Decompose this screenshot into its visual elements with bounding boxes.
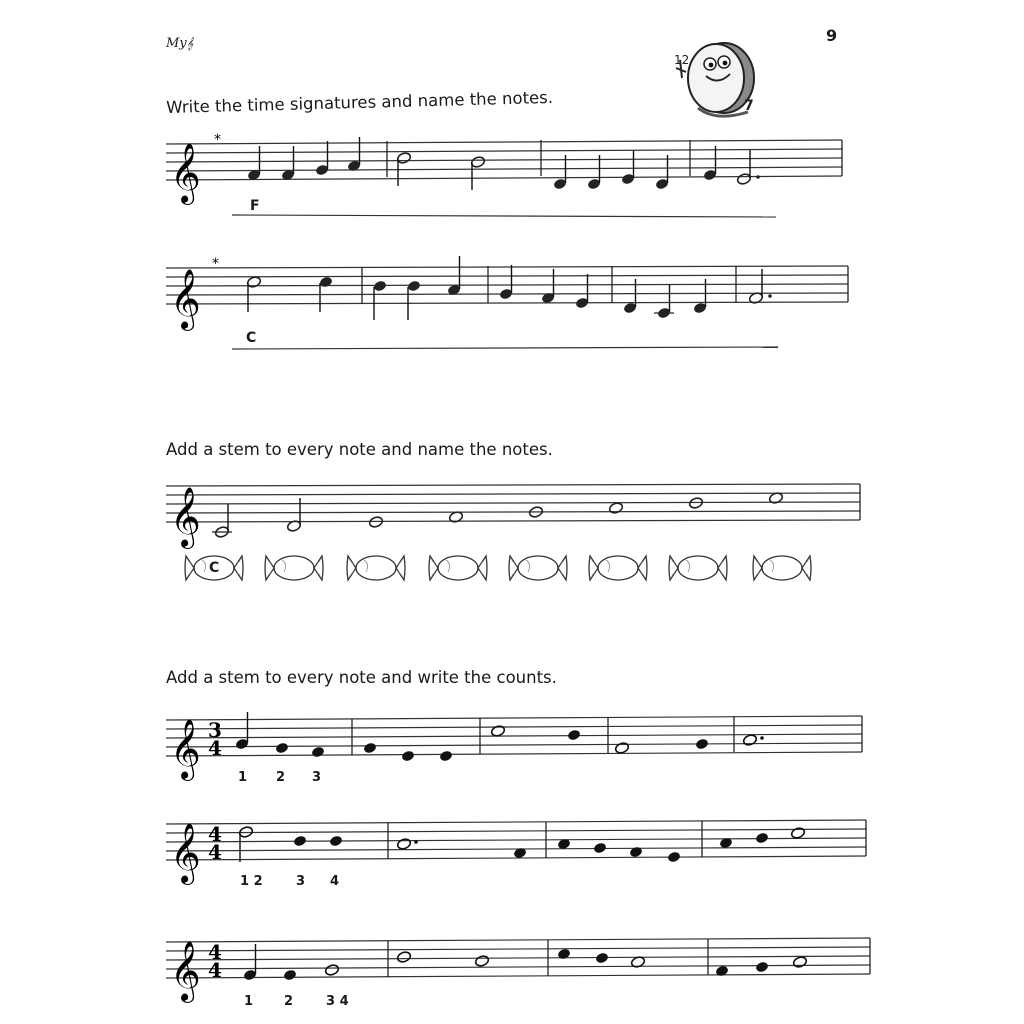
page-number: 9: [826, 26, 838, 45]
note: [790, 827, 805, 840]
note: [293, 835, 307, 848]
note: [243, 944, 257, 981]
note: [363, 742, 377, 755]
note: [311, 746, 325, 759]
section3-heading: Add a stem to every note and write the counts.: [166, 668, 557, 687]
note: [275, 742, 289, 755]
treble-clef-icon: 𝄞: [170, 487, 201, 547]
staff-line-3: [166, 476, 862, 546]
time-signature-bottom: 4: [208, 736, 222, 760]
count-label: 1: [244, 994, 254, 1009]
treble-clef-icon: 𝄞: [170, 941, 201, 1001]
time-signature-bottom: 4: [208, 958, 222, 982]
note: [593, 842, 607, 855]
staff-lines: [166, 716, 862, 756]
note: [396, 152, 411, 186]
note: [401, 750, 415, 763]
time-signature-top: 4: [208, 940, 222, 964]
candy-icon[interactable]: [347, 556, 405, 580]
note: [667, 851, 681, 864]
staff-line-4: [166, 706, 866, 778]
staff-lines: [166, 140, 842, 180]
time-signature-top: 3: [208, 718, 222, 742]
candy-row: [184, 550, 824, 586]
note: [655, 155, 669, 190]
note: [614, 742, 629, 755]
asterisk: *: [212, 256, 219, 272]
candy-icon[interactable]: [509, 556, 567, 580]
note: [792, 956, 807, 969]
brand-logo: My𝄞: [166, 36, 194, 51]
note: [499, 265, 513, 300]
note: [474, 955, 489, 968]
staff-lines: [166, 938, 870, 978]
time-signature-bottom: 4: [208, 840, 222, 864]
answer-line[interactable]: [232, 212, 777, 220]
note: [439, 750, 453, 763]
count-label: 2: [284, 994, 294, 1009]
note: [281, 146, 295, 181]
note: [695, 738, 709, 751]
note: [621, 150, 635, 185]
note: [742, 734, 763, 747]
candy-icon[interactable]: [589, 556, 647, 580]
treble-clef-icon: 𝄞: [170, 143, 201, 203]
note: [407, 280, 421, 320]
note: [373, 280, 387, 320]
section1-heading: Write the time signatures and name the notes.: [166, 87, 554, 117]
note: [283, 969, 297, 982]
candy-icon[interactable]: [429, 556, 487, 580]
note: [654, 284, 674, 319]
svg-text:12: 12: [674, 53, 690, 67]
note: [319, 276, 333, 312]
note: [755, 832, 769, 845]
answer-label: F: [250, 198, 260, 214]
note: [587, 155, 601, 190]
note: [235, 712, 249, 750]
note: [368, 516, 383, 529]
note: [608, 502, 623, 515]
note: [629, 846, 643, 859]
staff-line-1: [166, 132, 846, 212]
candy-icon[interactable]: [265, 556, 323, 580]
note: [315, 141, 329, 176]
note: [238, 826, 253, 862]
treble-clef-icon: 𝄞: [170, 719, 201, 779]
time-signature-top: 4: [208, 822, 222, 846]
candy-answer: C: [209, 560, 220, 576]
note: [396, 838, 417, 851]
note: [595, 952, 609, 965]
note: [246, 276, 261, 312]
clock-mascot-icon: [668, 38, 772, 124]
asterisk: *: [214, 132, 221, 148]
answer-line[interactable]: [232, 342, 782, 352]
count-label: 3: [296, 874, 306, 889]
brand-text: My: [166, 36, 187, 51]
note: [575, 274, 589, 309]
candy-icon[interactable]: [753, 556, 811, 580]
section2-heading: Add a stem to every note and name the notes.: [166, 440, 553, 459]
note: [557, 948, 571, 961]
note: [541, 269, 555, 304]
staff-line-5: [166, 812, 868, 884]
staff-line-6: [166, 930, 872, 1002]
count-label: 1 2: [240, 874, 263, 889]
note: [748, 269, 771, 304]
staff-lines: [166, 484, 860, 522]
staff-line-2: [166, 256, 850, 342]
count-label: 3 4: [326, 994, 349, 1009]
count-label: 1: [238, 770, 248, 785]
note: [396, 951, 411, 964]
note: [324, 964, 339, 977]
treble-clef-icon: 𝄞: [170, 269, 201, 329]
count-label: 3: [312, 770, 322, 785]
note: [703, 146, 717, 181]
count-label: 2: [276, 770, 286, 785]
note: [247, 146, 261, 181]
candy-icon[interactable]: [669, 556, 727, 580]
note: [329, 835, 343, 848]
note: [567, 729, 581, 742]
treble-clef-icon: 𝄞: [170, 823, 201, 883]
note: [755, 961, 769, 974]
count-label: 4: [330, 874, 340, 889]
answer-label: C: [246, 330, 257, 346]
svg-text:7: 7: [744, 98, 754, 114]
